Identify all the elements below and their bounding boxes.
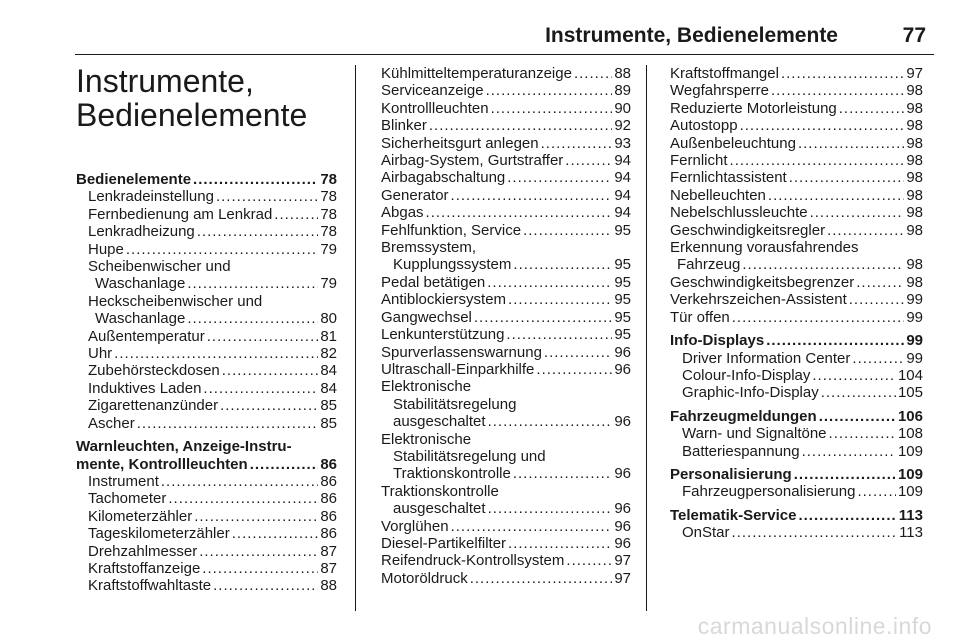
toc-entry-line: Bremssystem, xyxy=(381,239,477,257)
toc-entry[interactable]: ausgeschaltet ..... 96 xyxy=(381,500,631,517)
header-title: Instrumente, Bedienelemente xyxy=(545,24,838,47)
toc-entry[interactable]: Hupe ..... 79 xyxy=(76,241,337,258)
toc-entry-line: Traktionskontrolle xyxy=(381,482,499,500)
toc-entry[interactable]: Nebelleuchten ..... 98 xyxy=(670,187,923,204)
toc-entry[interactable]: Verkehrszeichen-Assistent ..... 99 xyxy=(670,291,923,308)
toc-entry[interactable]: Fehlfunktion, Service ..... 95 xyxy=(381,222,631,239)
toc-entry[interactable]: Warn- und Signaltöne ..... 108 xyxy=(670,425,923,442)
toc-entry[interactable]: Airbag-System, Gurtstraffer ..... 94 xyxy=(381,152,631,169)
toc-entry[interactable]: Kraftstoffanzeige ..... 87 xyxy=(76,560,337,577)
toc-entry[interactable]: Bedienelemente ..... 78 xyxy=(76,171,337,188)
toc-entry[interactable]: Kraftstoffwahltaste ..... 88 xyxy=(76,577,337,594)
toc-entry[interactable]: Nebelschlussleuchte ..... 98 xyxy=(670,204,923,221)
toc-entry-line: Heckscheibenwischer und xyxy=(88,292,263,310)
toc-entry[interactable]: Driver Information Center ..... 99 xyxy=(670,350,923,367)
toc-entry[interactable]: Uhr ..... 82 xyxy=(76,345,337,362)
toc-column-2 xyxy=(381,65,631,587)
toc-entry[interactable]: Pedal betätigen ..... 95 xyxy=(381,274,631,291)
toc-entry[interactable]: Vorglühen ..... 96 xyxy=(381,518,631,535)
header-page-number: 77 xyxy=(902,24,926,47)
toc-entry[interactable]: Generator ..... 94 xyxy=(381,187,631,204)
toc-entry[interactable]: Zubehörsteckdosen ..... 84 xyxy=(76,362,337,379)
toc-entry-line: Elektronische xyxy=(381,378,472,396)
toc-entry[interactable]: Waschanlage ..... 79 xyxy=(76,275,337,292)
toc-section-entry[interactable]: Info-Displays ..... 99 xyxy=(670,332,923,349)
watermark: carmanualsonline.info xyxy=(697,613,932,639)
toc-entry[interactable]: Antiblockiersystem ..... 95 xyxy=(381,291,631,308)
toc-entry-line: Scheibenwischer und xyxy=(88,258,231,276)
toc-entry-line: Erkennung vorausfahrendes xyxy=(670,239,859,257)
toc-entry[interactable]: Fahrzeugpersonalisierung ..... 109 xyxy=(670,483,923,500)
toc-entry[interactable]: Spurverlassenswarnung ..... 96 xyxy=(381,344,631,361)
toc-entry[interactable]: Wegfahrsperre ..... 98 xyxy=(670,82,923,99)
toc-entry[interactable]: Autostopp ..... 98 xyxy=(670,117,923,134)
toc-entry[interactable]: Ascher ..... 85 xyxy=(76,415,337,432)
toc-entry[interactable]: Tür offen ..... 99 xyxy=(670,309,923,326)
toc-entry[interactable]: Induktives Laden ..... 84 xyxy=(76,380,337,397)
toc-entry[interactable]: Waschanlage ..... 80 xyxy=(76,310,337,327)
toc-entry[interactable]: Geschwindigkeitsregler ..... 98 xyxy=(670,222,923,239)
toc-entry[interactable]: OnStar ..... 113 xyxy=(670,524,923,541)
toc-entry[interactable]: Tachometer ..... 86 xyxy=(76,490,337,507)
toc-entry[interactable]: Kraftstoffmangel ..... 97 xyxy=(670,65,923,82)
toc-entry[interactable]: Reifendruck-Kontrollsystem ..... 97 xyxy=(381,552,631,569)
toc-column-1 xyxy=(76,171,337,595)
toc-entry[interactable]: Abgas ..... 94 xyxy=(381,204,631,221)
toc-section-entry[interactable]: Fahrzeugmeldungen ..... 106 xyxy=(670,408,923,425)
toc-entry[interactable]: Kilometerzähler ..... 86 xyxy=(76,508,337,525)
toc-entry[interactable]: Fernlicht ..... 98 xyxy=(670,152,923,169)
toc-entry[interactable]: Blinker ..... 92 xyxy=(381,117,631,134)
toc-entry[interactable]: Traktionskontrolle ..... 96 xyxy=(381,465,631,482)
toc-entry[interactable]: Kühlmitteltemperaturanzeige ..... 88 xyxy=(381,65,631,82)
toc-entry[interactable]: Colour-Info-Display ..... 104 xyxy=(670,367,923,384)
chapter-title xyxy=(76,64,307,132)
toc-entry[interactable]: Fernlichtassistent ..... 98 xyxy=(670,169,923,186)
chapter-title-line1: Instrumente, xyxy=(76,63,254,99)
toc-entry[interactable]: Graphic-Info-Display ..... 105 xyxy=(670,384,923,401)
toc-entry[interactable]: Kontrollleuchten ..... 90 xyxy=(381,100,631,117)
toc-section-entry[interactable]: Telematik-Service ..... 113 xyxy=(670,507,923,524)
toc-entry[interactable]: Fernbedienung am Lenkrad ..... 78 xyxy=(76,206,337,223)
toc-entry[interactable]: Serviceanzeige ..... 89 xyxy=(381,82,631,99)
toc-entry[interactable]: Lenkradheizung ..... 78 xyxy=(76,223,337,240)
toc-entry[interactable]: Fahrzeug ..... 98 xyxy=(670,256,923,273)
toc-entry[interactable]: Lenkunterstützung ..... 95 xyxy=(381,326,631,343)
toc-entry[interactable]: mente, Kontrollleuchten ..... 86 xyxy=(76,456,337,473)
toc-entry[interactable]: Motoröldruck ..... 97 xyxy=(381,570,631,587)
toc-entry[interactable]: Airbagabschaltung ..... 94 xyxy=(381,169,631,186)
toc-section-entry[interactable]: Personalisierung ..... 109 xyxy=(670,466,923,483)
toc-entry[interactable]: Zigarettenanzünder ..... 85 xyxy=(76,397,337,414)
toc-entry[interactable]: Instrument ..... 86 xyxy=(76,473,337,490)
toc-entry-line: Stabilitätsregelung und xyxy=(393,447,546,465)
toc-entry-line: Stabilitätsregelung xyxy=(393,395,517,413)
toc-entry[interactable]: Batteriespannung ..... 109 xyxy=(670,443,923,460)
toc-entry[interactable]: Diesel-Partikelfilter ..... 96 xyxy=(381,535,631,552)
toc-entry[interactable]: Reduzierte Motorleistung ..... 98 xyxy=(670,100,923,117)
header-rule xyxy=(75,54,934,55)
toc-entry[interactable]: Kupplungssystem ..... 95 xyxy=(381,256,631,273)
toc-entry[interactable]: Außenbeleuchtung ..... 98 xyxy=(670,135,923,152)
chapter-title-line2: Bedienelemente xyxy=(76,97,308,133)
toc-entry-line: Elektronische xyxy=(381,430,472,448)
toc-entry[interactable]: ausgeschaltet ..... 96 xyxy=(381,413,631,430)
toc-entry[interactable]: Geschwindigkeitsbegrenzer ..... 98 xyxy=(670,274,923,291)
toc-entry[interactable]: Drehzahlmesser ..... 87 xyxy=(76,543,337,560)
toc-entry[interactable]: Lenkradeinstellung ..... 78 xyxy=(76,188,337,205)
toc-section-line: Warnleuchten, Anzeige-Instru- xyxy=(76,438,292,456)
toc-entry[interactable]: Ultraschall-Einparkhilfe ..... 96 xyxy=(381,361,631,378)
column-divider xyxy=(355,65,356,611)
toc-column-3 xyxy=(670,65,923,542)
toc-entry[interactable]: Sicherheitsgurt anlegen ..... 93 xyxy=(381,135,631,152)
toc-entry[interactable]: Tageskilometerzähler ..... 86 xyxy=(76,525,337,542)
toc-entry[interactable]: Gangwechsel ..... 95 xyxy=(381,309,631,326)
toc-entry[interactable]: Außentemperatur ..... 81 xyxy=(76,328,337,345)
column-divider xyxy=(646,65,647,611)
